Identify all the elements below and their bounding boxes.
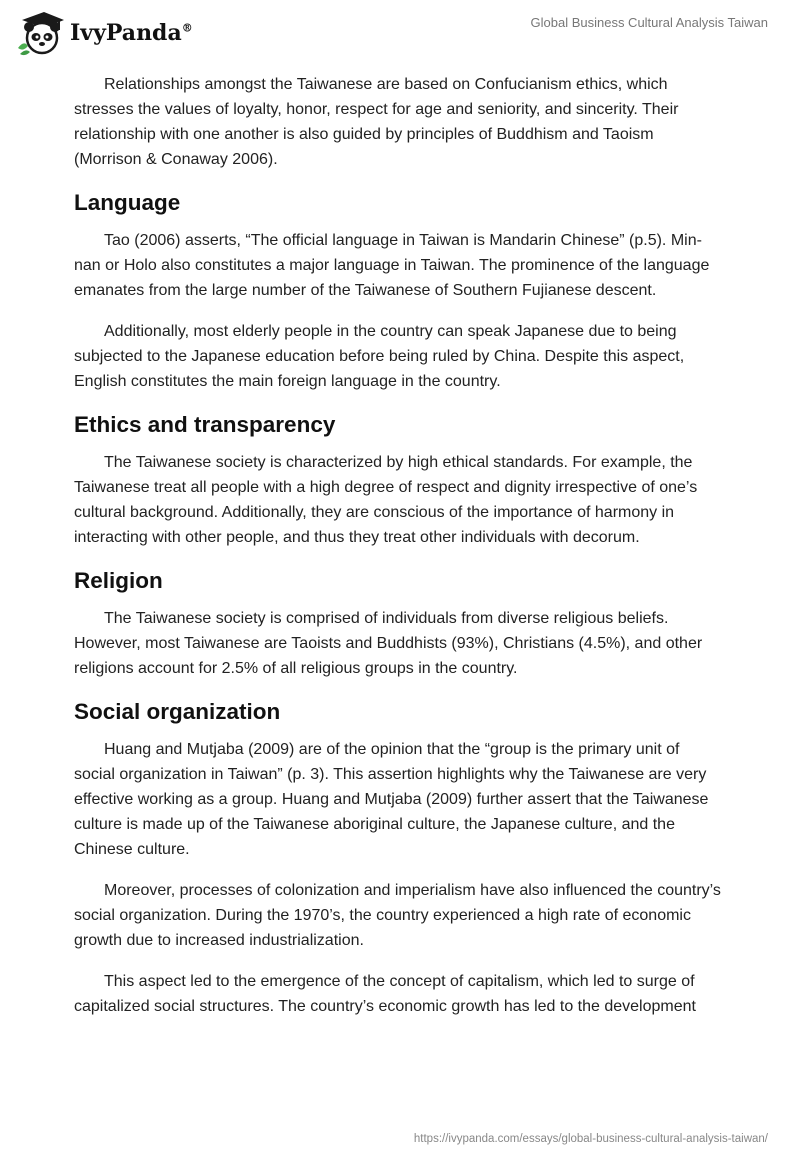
source-url[interactable]: https://ivypanda.com/essays/global-business-cultural-analysis-taiwan/	[413, 1133, 768, 1145]
heading-social-organization: Social organization	[74, 699, 281, 724]
brand-name: IvyPanda®	[70, 20, 193, 46]
page-header	[0, 0, 800, 70]
paragraph-ethics: The Taiwanese society is characterized by high ethical standards. For example, the Taiwanese treat all people with a high degree of respect and dignity irrespective of one’s cultural background. Additionally, they are conscious of the importance of harmony in interacting with other people, and thus they treat other individuals with decorum.	[74, 454, 698, 546]
heading-religion: Religion	[74, 568, 163, 593]
heading-language: Language	[74, 190, 181, 215]
paragraph-language-1: Tao (2006) asserts, “The official language in Taiwan is Mandarin Chinese” (p.5). Min-nan or Holo also constitutes a major language in Taiwan. The prominence of the language emanates from the large number of the Taiwanese of Southern Fujianese descent.	[74, 232, 710, 299]
paragraph-intro: Relationships amongst the Taiwanese are based on Confucianism ethics, which stresses the values of loyalty, honor, respect for age and seniority, and sincerity. Their relationship with one another is also guided by principles of Buddhism and Taoism (Morrison & Conaway 2006).	[74, 76, 679, 168]
paragraph-religion: The Taiwanese society is comprised of individuals from diverse religious beliefs. However, most Taiwanese are Taoists and Buddhists (93%), Christians (4.5%), and other religions account for 2.5% of all religious groups in the country.	[74, 610, 703, 677]
paragraph-social-1: Huang and Mutjaba (2009) are of the opinion that the “group is the primary unit of social organization in Taiwan” (p. 3). This assertion highlights why the Taiwanese are very effective working as a group. Huang and Mutjaba (2009) further assert that the Taiwanese culture is made up of the Taiwanese aboriginal culture, the Japanese culture, and the Chinese culture.	[74, 741, 709, 858]
essay-body	[74, 72, 724, 1035]
panda-logo-icon	[14, 10, 66, 56]
paragraph-social-2: Moreover, processes of colonization and imperialism have also influenced the country’s social organization. During the 1970’s, the country experienced a high rate of economic growth due to increased industrialization.	[74, 882, 721, 949]
document-title: Global Business Cultural Analysis Taiwan	[530, 15, 768, 30]
paragraph-language-2: Additionally, most elderly people in the country can speak Japanese due to being subjected to the Japanese education before being ruled by China. Despite this aspect, English constitutes the main foreign language in the country.	[74, 323, 685, 390]
paragraph-social-3: This aspect led to the emergence of the concept of capitalism, which led to surge of capitalized social structures. The country’s economic growth has led to the development	[74, 973, 696, 1015]
heading-ethics: Ethics and transparency	[74, 412, 336, 437]
brand-logo[interactable]	[14, 10, 204, 56]
